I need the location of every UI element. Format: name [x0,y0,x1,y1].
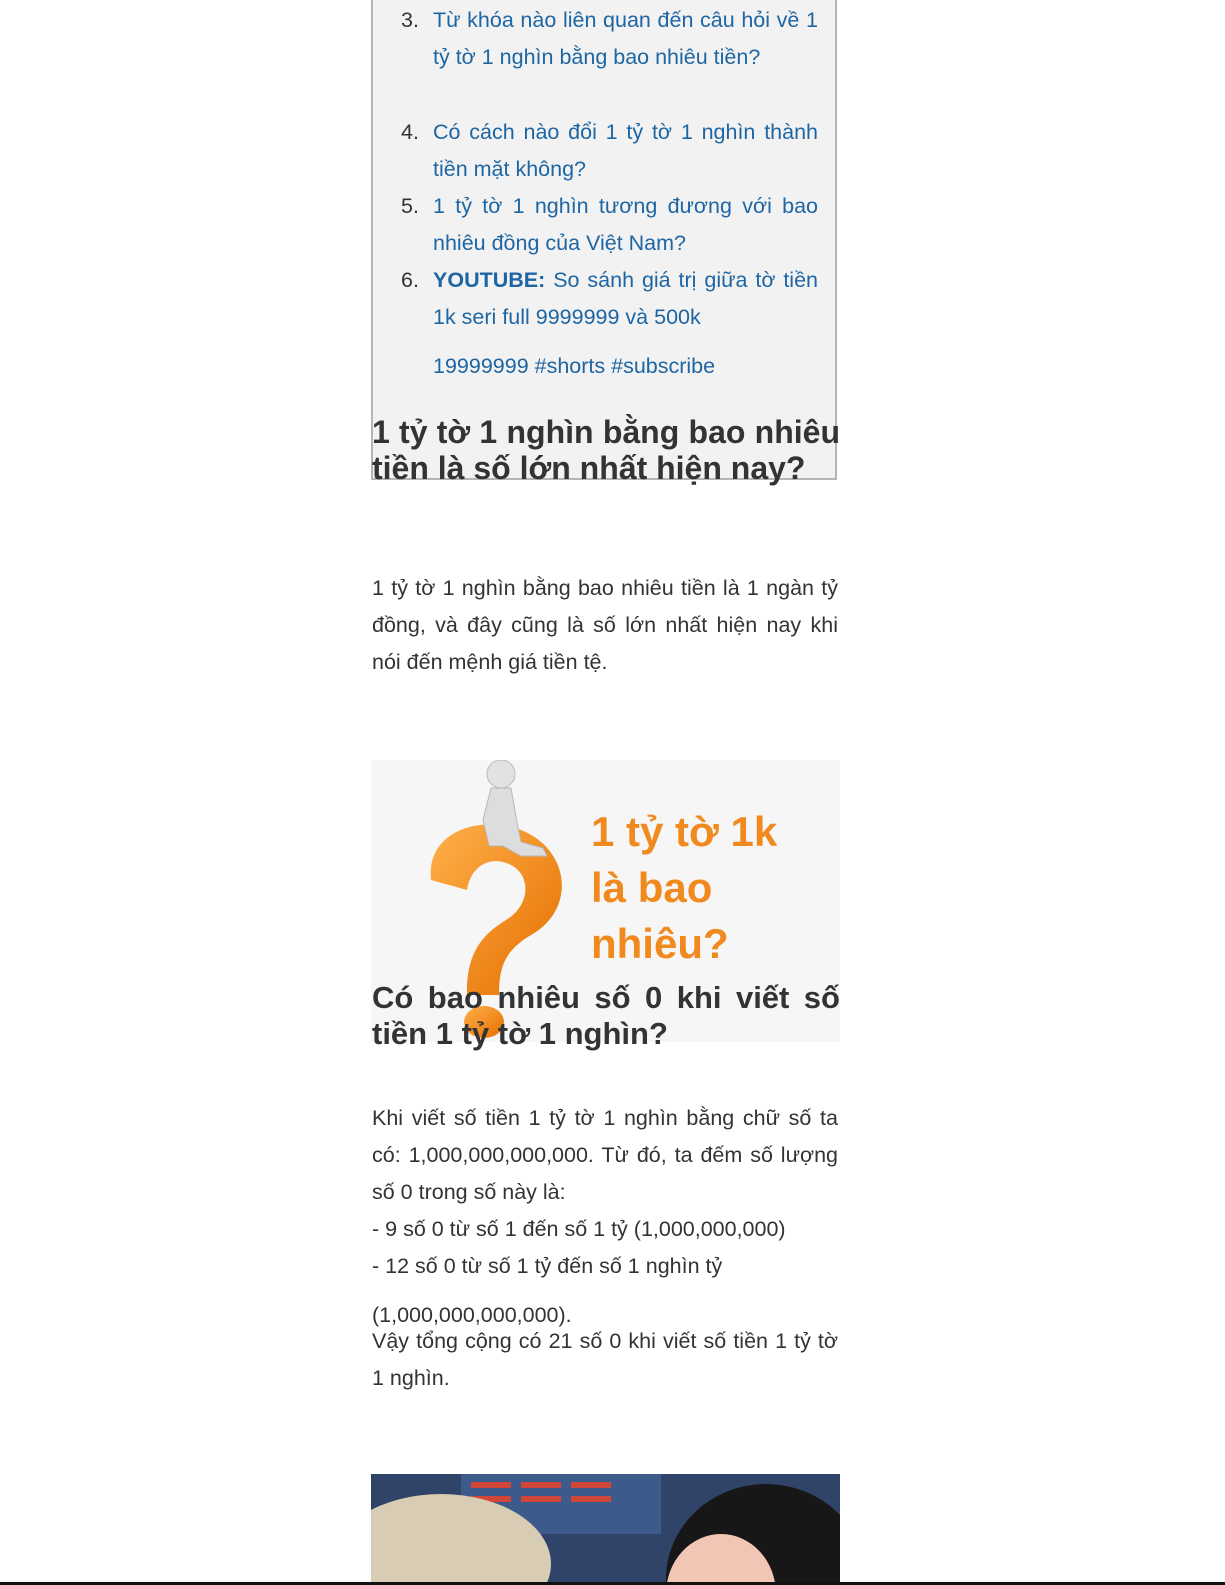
list-line: - 12 số 0 từ số 1 tỷ đến số 1 nghìn tỷ [372,1254,723,1278]
list-line: (1,000,000,000,000). [372,1303,572,1327]
toc-item-3[interactable] [401,2,818,76]
section-heading: 1 tỷ tờ 1 nghìn bằng bao nhiêu tiền là số lớn nhất hiện nay? [372,414,840,486]
list-line: - 9 số 0 từ số 1 đến số 1 tỷ (1,000,000,000) [372,1217,786,1241]
toc-item-6[interactable] [401,262,818,336]
paragraph: 1 tỷ tờ 1 nghìn bằng bao nhiêu tiền là 1 ngàn tỷ đồng, và đây cũng là số lớn nhất hiện nay khi nói đến mệnh giá tiền tệ. [372,576,838,674]
toc-item-number: 3. [401,8,419,32]
toc-item-number: 4. [401,120,419,144]
toc-link[interactable] [433,268,818,329]
table-of-contents [371,0,837,480]
youtube-label: YOUTUBE: [433,268,546,292]
toc-item-number: 5. [401,194,419,218]
toc-item-number: 6. [401,268,419,292]
money-photo-illustration [371,1474,840,1585]
toc-link[interactable]: 1 tỷ tờ 1 nghìn tương đương với bao nhiêu đồng của Việt Nam? [433,194,818,255]
toc-link-text: So sánh giá trị giữa tờ tiền 1k seri full 9999999 và 500k [433,268,818,329]
figure-caption: 1 tỷ tờ 1k là bao nhiêu? [591,808,778,967]
toc-link[interactable]: Từ khóa nào liên quan đến câu hỏi về 1 tỷ tờ 1 nghìn bằng bao nhiêu tiền? [433,8,818,69]
paragraph: Vậy tổng cộng có 21 số 0 khi viết số tiền 1 tỷ tờ 1 nghìn. [372,1329,838,1390]
section-heading: Có bao nhiêu số 0 khi viết số tiền 1 tỷ tờ 1 nghìn? [372,980,840,1051]
toc-link-continuation[interactable]: 19999999 #shorts #subscribe [433,354,716,378]
money-photo [371,1474,840,1585]
toc-item-5[interactable] [401,188,818,262]
toc-item-4[interactable] [401,114,818,188]
toc-link[interactable]: Có cách nào đổi 1 tỷ tờ 1 nghìn thành tiền mặt không? [433,120,818,181]
paragraph: Khi viết số tiền 1 tỷ tờ 1 nghìn bằng chữ số ta có: 1,000,000,000,000. Từ đó, ta đếm số lượng số 0 trong số này là: [372,1106,838,1204]
